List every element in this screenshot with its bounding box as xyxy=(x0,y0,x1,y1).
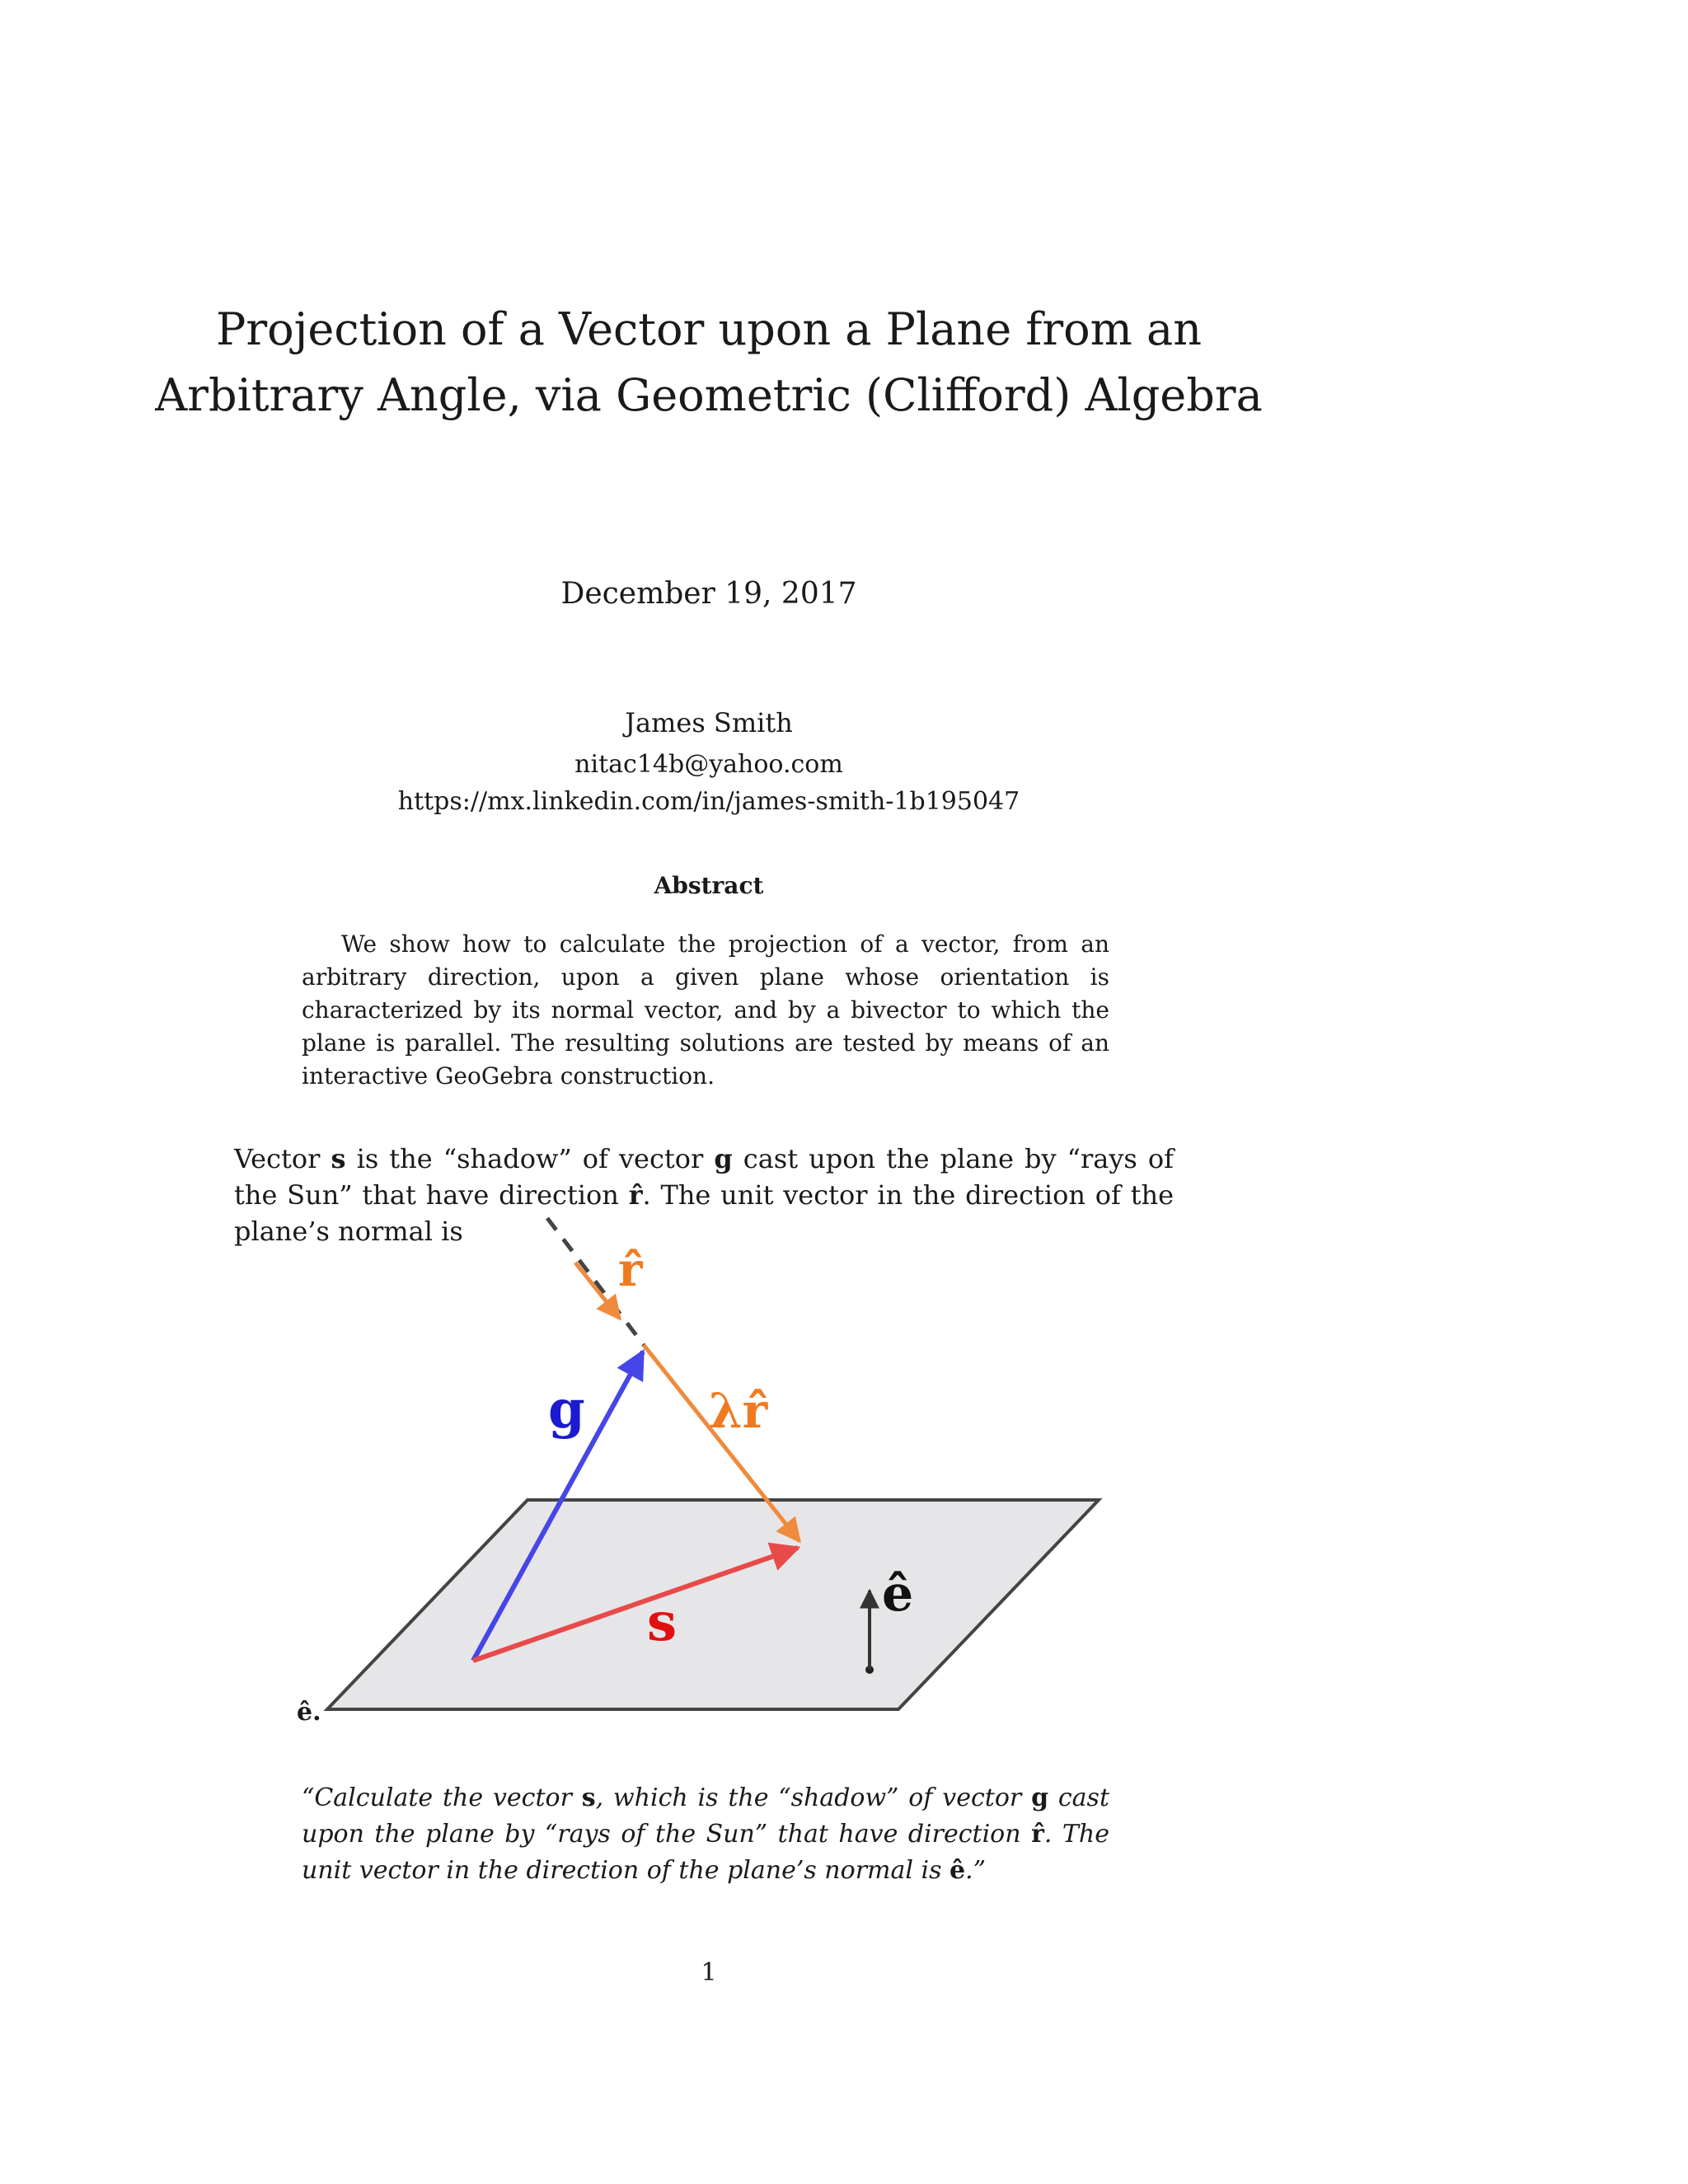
e-hat-fragment: ê. xyxy=(297,1698,321,1727)
problem-quote xyxy=(302,1780,1109,1889)
quote-text-2: , which is the “shadow” of vector xyxy=(595,1783,1032,1812)
title-line-1: Projection of a Vector upon a Plane from an xyxy=(216,303,1202,355)
projection-figure xyxy=(280,1212,1203,1739)
title-line-2: Arbitrary Angle, via Geometric (Clifford) Algebra xyxy=(155,369,1263,421)
intro-text-4: . The unit vector in the direction of the plane’s normal is xyxy=(234,1179,1175,1247)
label-e-hat: ê xyxy=(882,1565,914,1623)
quote-text-1: “Calculate the vector xyxy=(302,1783,582,1812)
label-g: g xyxy=(548,1379,585,1441)
label-s: s xyxy=(647,1591,678,1653)
quote-vector-s: s xyxy=(581,1783,596,1812)
plane-parallelogram xyxy=(327,1500,1099,1709)
quote-text-5: .” xyxy=(965,1856,986,1885)
intro-vector-g: g xyxy=(714,1143,733,1174)
quote-vector-g: g xyxy=(1031,1783,1049,1812)
label-r-hat: r̂ xyxy=(618,1243,643,1297)
label-lambda-r: λr̂ xyxy=(709,1383,768,1439)
intro-text-3: cast upon the plane by “rays of the Sun” that have direction xyxy=(234,1143,1175,1211)
author-email[interactable]: nitac14b@yahoo.com xyxy=(574,750,843,779)
projection-diagram xyxy=(280,1212,1203,1739)
abstract-heading: Abstract xyxy=(654,872,764,899)
intro-vector-r: r̂ xyxy=(628,1179,643,1211)
intro-text-2: is the “shadow” of vector xyxy=(345,1143,715,1174)
quote-text-3: cast upon the plane by “rays of the Sun” that have direction xyxy=(302,1783,1110,1849)
quote-text-4: . The unit vector in the direction of the plane’s normal is xyxy=(302,1820,1109,1885)
page-number: 1 xyxy=(701,1958,717,1987)
intro-text-1: Vector xyxy=(234,1143,331,1174)
paper-date: December 19, 2017 xyxy=(560,577,857,611)
r-hat-arrow xyxy=(575,1263,620,1319)
abstract-body: We show how to calculate the projection of a vector, from an arbitrary direction, upon a given plane whose orientation is characterized by its normal vector, and by a bivector to which the plane is parallel. The resulting solutions are tested by means of an interactive GeoGebra construction. xyxy=(302,930,1109,1090)
paper-title xyxy=(0,297,1418,429)
author-name: James Smith xyxy=(625,707,793,738)
quote-vector-e: ê xyxy=(950,1856,966,1885)
intro-vector-s: s xyxy=(331,1143,346,1174)
quote-vector-r: r̂ xyxy=(1031,1820,1044,1849)
author-url[interactable]: https://mx.linkedin.com/in/james-smith-1b195047 xyxy=(397,787,1020,816)
